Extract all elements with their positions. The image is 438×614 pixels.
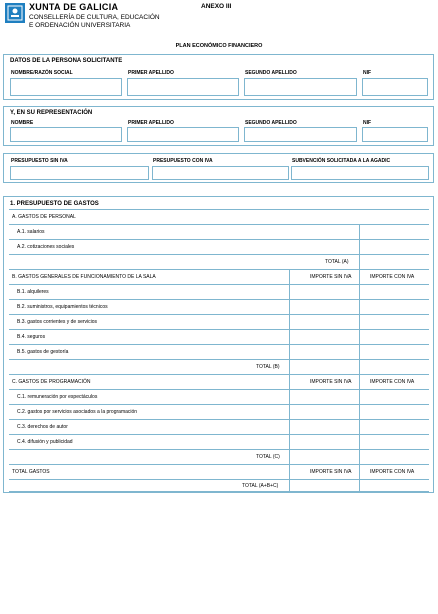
grand-total-amount-with-vat[interactable] (359, 480, 429, 491)
col-without-vat-header-c (289, 375, 359, 389)
total-b-label: TOTAL (B) (256, 364, 280, 370)
item-c1-amount-without-vat[interactable] (289, 390, 359, 404)
item-c2-label: C.2. gastos por servicios asociados a la programación (17, 409, 138, 415)
item-b2-amount-without-vat[interactable] (289, 300, 359, 314)
representative-surname1-label: PRIMER APELLIDO (128, 120, 174, 126)
representative-panel (3, 106, 434, 146)
section-b-title: B. GASTOS GENERALES DE FUNCIONAMIENTO DE LA SALA (12, 274, 156, 280)
table-row (9, 434, 429, 449)
section-a-header-row (9, 209, 429, 224)
budget-without-vat-label: PRESUPUESTO SIN IVA (11, 158, 68, 164)
representative-surname2-label: SEGUNDO APELLIDO (245, 120, 297, 126)
subsidy-label: SUBVENCIÓN SOLICITADA A LA AGADIC (292, 158, 391, 164)
item-b1-label: B.1. alquileres (17, 289, 49, 295)
applicant-nif-label: NIF (363, 70, 372, 76)
representative-surname1-field[interactable] (127, 127, 239, 142)
budget-panel (3, 153, 434, 183)
total-c-amount-without-vat[interactable] (289, 450, 359, 464)
item-c1-label: C.1. remuneración por espectáculos (17, 394, 98, 400)
annex-label: ANEXO III (201, 3, 232, 10)
table-row (9, 404, 429, 419)
xunta-logo-icon (5, 3, 25, 23)
item-b4-label: B.4. seguros (17, 334, 46, 340)
table-row (9, 449, 429, 464)
applicant-surname2-field[interactable] (244, 78, 357, 96)
total-expenses-header-row (9, 464, 429, 479)
section-c-header-row (9, 374, 429, 389)
col-with-vat-label: IMPORTE CON IVA (370, 469, 415, 475)
item-c3-amount-with-vat[interactable] (359, 420, 429, 434)
table-row (9, 254, 429, 269)
col-with-vat-header-b (359, 270, 429, 284)
item-b3-label: B.3. gastos corrientes y de servicios (17, 319, 98, 325)
budget-with-vat-label: PRESUPUESTO CON IVA (153, 158, 213, 164)
item-b4-amount-with-vat[interactable] (359, 330, 429, 344)
table-row (9, 239, 429, 254)
item-c2-amount-without-vat[interactable] (289, 405, 359, 419)
table-row (9, 314, 429, 329)
applicant-name-label: NOMBRE/RAZÓN SOCIAL (11, 70, 73, 76)
representative-nif-label: NIF (363, 120, 372, 126)
page-title: PLAN ECONÓMICO FINANCIERO (175, 43, 263, 49)
col-without-vat-label: IMPORTE SIN IVA (310, 469, 352, 475)
col-without-vat-label: IMPORTE SIN IVA (310, 379, 352, 385)
table-row (9, 389, 429, 404)
item-b1-amount-without-vat[interactable] (289, 285, 359, 299)
table-row (9, 329, 429, 344)
applicant-surname2-label: SEGUNDO APELLIDO (245, 70, 297, 76)
dept-line-1: CONSELLERÍA DE CULTURA, EDUCACIÓN (29, 14, 160, 21)
total-b-amount-without-vat[interactable] (289, 360, 359, 374)
applicant-surname1-field[interactable] (127, 78, 239, 96)
table-row (9, 299, 429, 314)
grand-total-row (9, 479, 429, 492)
col-with-vat-header-total (359, 465, 429, 479)
table-row (9, 344, 429, 359)
col-without-vat-header-b (289, 270, 359, 284)
section-c-title: C. GASTOS DE PROGRAMACIÓN (12, 379, 91, 385)
table-row (9, 419, 429, 434)
col-with-vat-label: IMPORTE CON IVA (370, 274, 415, 280)
item-c2-amount-with-vat[interactable] (359, 405, 429, 419)
applicant-nif-field[interactable] (362, 78, 428, 96)
section-a-title: A. GASTOS DE PERSONAL (12, 214, 76, 220)
budget-without-vat-field[interactable] (10, 166, 149, 180)
expenses-title: 1. PRESUPUESTO DE GASTOS (10, 201, 99, 207)
representative-name-field[interactable] (10, 127, 122, 142)
item-b5-amount-with-vat[interactable] (359, 345, 429, 359)
table-row (9, 359, 429, 374)
col-without-vat-header-total (289, 465, 359, 479)
item-b2-amount-with-vat[interactable] (359, 300, 429, 314)
section-b-header-row (9, 269, 429, 284)
applicant-name-field[interactable] (10, 78, 122, 96)
item-b2-label: B.2. suministros, equipamientos técnicos (17, 304, 108, 310)
item-b5-amount-without-vat[interactable] (289, 345, 359, 359)
item-b4-amount-without-vat[interactable] (289, 330, 359, 344)
org-name: XUNTA DE GALICIA (29, 2, 119, 12)
representative-title: Y, EN SU REPRESENTACIÓN (10, 110, 93, 116)
applicant-surname1-label: PRIMER APELLIDO (128, 70, 174, 76)
representative-name-label: NOMBRE (11, 120, 34, 126)
item-c1-amount-with-vat[interactable] (359, 390, 429, 404)
table-row (9, 224, 429, 239)
total-c-amount-with-vat[interactable] (359, 450, 429, 464)
item-a1-amount[interactable] (359, 225, 429, 239)
col-without-vat-label: IMPORTE SIN IVA (310, 274, 352, 280)
item-c4-amount-with-vat[interactable] (359, 435, 429, 449)
item-a2-label: A.2. cotizaciones sociales (17, 244, 75, 250)
table-row (9, 284, 429, 299)
grand-total-label: TOTAL (A+B+C) (242, 483, 279, 489)
col-with-vat-label: IMPORTE CON IVA (370, 379, 415, 385)
dept-line-2: E ORDENACIÓN UNIVERSITARIA (29, 22, 131, 29)
item-c4-amount-without-vat[interactable] (289, 435, 359, 449)
grand-total-amount-without-vat[interactable] (289, 480, 359, 491)
budget-with-vat-field[interactable] (152, 166, 289, 180)
item-b5-label: B.5. gastos de gestoría (17, 349, 69, 355)
item-c3-amount-without-vat[interactable] (289, 420, 359, 434)
item-a1-label: A.1. salarios (17, 229, 45, 235)
total-a-label: TOTAL (A) (325, 259, 349, 265)
item-b3-amount-without-vat[interactable] (289, 315, 359, 329)
item-c4-label: C.4. difusión y publicidad (17, 439, 73, 445)
applicant-panel (3, 54, 434, 100)
representative-nif-field[interactable] (362, 127, 428, 142)
representative-surname2-field[interactable] (244, 127, 357, 142)
total-expenses-label: TOTAL GASTOS (12, 469, 50, 475)
applicant-title: DATOS DE LA PERSONA SOLICITANTE (10, 58, 123, 64)
total-c-label: TOTAL (C) (256, 454, 280, 460)
subsidy-field[interactable] (291, 166, 429, 180)
total-a-amount[interactable] (359, 255, 429, 269)
item-a2-amount[interactable] (359, 240, 429, 254)
item-b3-amount-with-vat[interactable] (359, 315, 429, 329)
col-with-vat-header-c (359, 375, 429, 389)
item-b1-amount-with-vat[interactable] (359, 285, 429, 299)
total-b-amount-with-vat[interactable] (359, 360, 429, 374)
item-c3-label: C.3. derechos de autor (17, 424, 68, 430)
